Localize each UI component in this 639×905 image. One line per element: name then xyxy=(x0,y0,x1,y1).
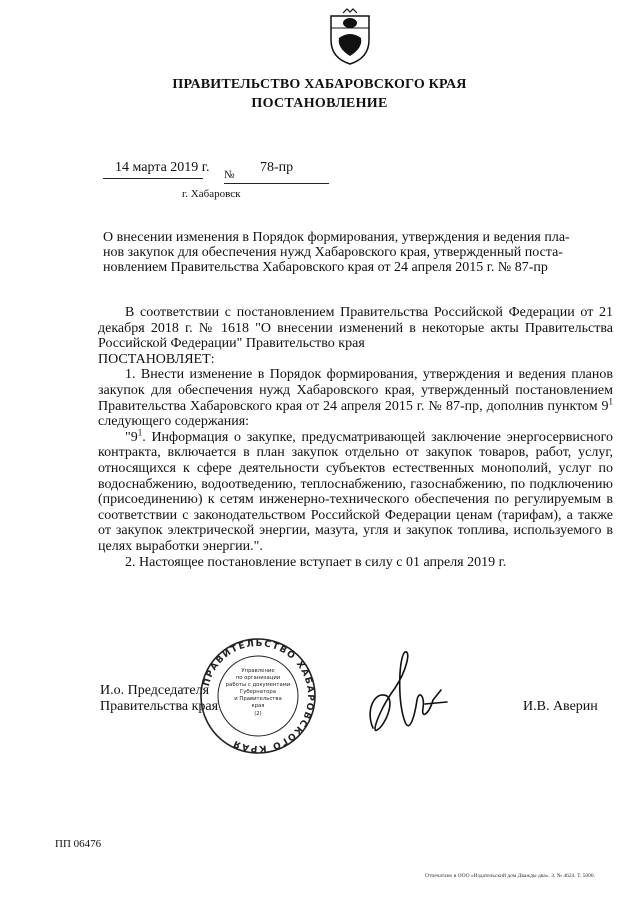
subject-line: О внесении изменения в Порядок формирования, утверждения и ведения пла- xyxy=(103,230,570,245)
registration-number: ПП 06476 xyxy=(55,838,102,850)
government-title: ПРАВИТЕЛЬСТВО ХАБАРОВСКОГО КРАЯ xyxy=(172,77,467,92)
position-line: И.о. Председателя xyxy=(100,683,210,698)
decision-word: ПОСТАНОВЛЯЕТ: xyxy=(98,351,215,367)
date-underline xyxy=(103,178,203,179)
seal-inner-line: Губернатора xyxy=(240,689,276,695)
official-seal xyxy=(198,636,318,756)
item-1-paragraph xyxy=(98,367,613,429)
handwritten-signature xyxy=(355,630,455,750)
seal-inner-line: по организации xyxy=(235,675,281,681)
printing-info: Отпечатано в ООО «Издательский дом Дважды два». З. № 4624. Т. 5000. xyxy=(425,873,596,879)
document-subject xyxy=(103,230,613,275)
seal-outer-text: ПРАВИТЕЛЬСТВО ХАБАРОВСКОГО КРАЯ xyxy=(201,638,316,754)
document-city: г. Хабаровск xyxy=(182,188,241,200)
seal-inner-line: Управление xyxy=(241,668,275,674)
seal-inner-line: работы с документами xyxy=(225,682,291,688)
number-underline xyxy=(224,183,329,184)
document-body xyxy=(98,305,613,570)
preamble-paragraph: В соответствии с постановлением Правительства Российской Федерации от 21 декабря 2018 г. № 1618 "О внесении изменений в некоторые акты Правительства Российской Федерации" Правительство края xyxy=(98,305,613,352)
seal-inner-line: и Правительства xyxy=(234,696,282,702)
item-2-paragraph: 2. Настоящее постановление вступает в силу с 01 апреля 2019 г. xyxy=(125,554,507,570)
quote-superscript: 1 xyxy=(137,427,143,438)
quote-text: . Информация о закупке, предусматривающей заключение энергосервисного контракта, включается в план закупок отдельно от закупок товаров, работ, услуг, относящихся к сфере деятельности субъектов естественных монополий, услуг по водоснабжению, водоотведению, теплоснабжению, газоснабжению, по подключению (присоединению) к сетям инженерно-технического обеспечения по регулируемым в соответствии с законодательством Российской Федерации ценам (тарифам), а также от закупок электрической энергии, мазута, угля и закупок топлива, используемого в целях выработки энергии.". xyxy=(98,429,613,554)
subject-line: новлением Правительства Хабаровского края от 24 апреля 2015 г. № 87-пр xyxy=(103,260,548,275)
seal-inner-line: (2) xyxy=(254,711,262,717)
coat-of-arms-icon xyxy=(325,8,375,66)
quoted-item-paragraph xyxy=(98,427,613,555)
document-date: 14 марта 2019 г. xyxy=(115,160,210,175)
signatory-name: И.В. Аверин xyxy=(523,699,598,714)
seal-inner-line: края xyxy=(251,703,265,709)
item-1-tail: следующего содержания: xyxy=(98,414,250,430)
position-line: Правительства края xyxy=(100,699,219,714)
document-type: ПОСТАНОВЛЕНИЕ xyxy=(251,96,388,111)
number-label: № xyxy=(224,169,235,181)
item-1-text: 1. Внести изменение в Порядок формирования, утверждения и ведения планов закупок для обеспечения нужд Хабаровского края, утвержденный постановлением Правительства Хабаровского края от 24 апреля 2015 г. № 87-пр, дополнив пунктом 9 xyxy=(98,367,613,414)
quote-start: "9 xyxy=(125,429,138,445)
item-1-superscript: 1 xyxy=(608,395,613,406)
document-number: 78-пр xyxy=(260,160,294,175)
subject-line: нов закупок для обеспечения нужд Хабаровского края, утвержденный поста- xyxy=(103,245,563,260)
